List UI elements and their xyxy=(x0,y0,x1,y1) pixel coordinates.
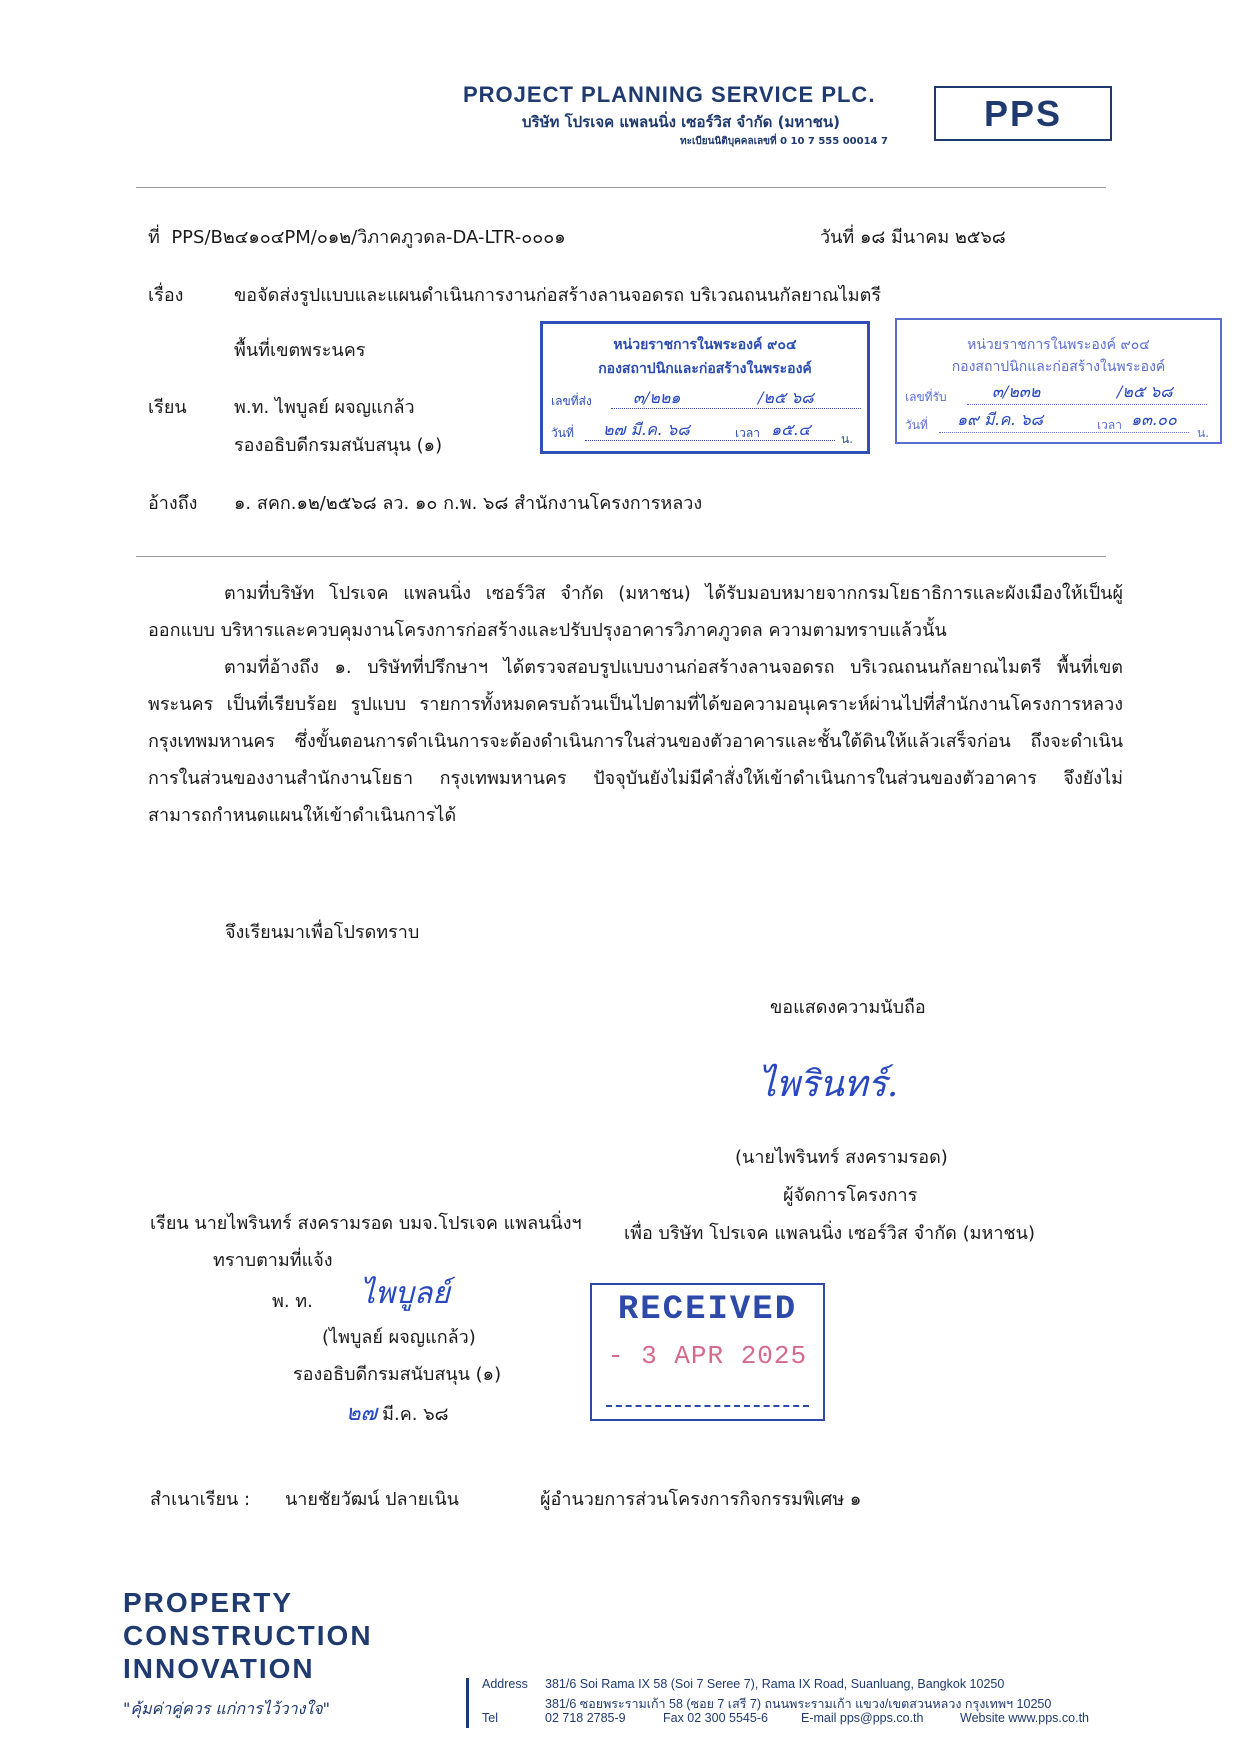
letter-date: วันที่ ๑๘ มีนาคม ๒๕๖๘ xyxy=(820,227,1006,248)
stamp-no-value: ๓/๒๓๒ xyxy=(992,382,1041,401)
stamp-date-value: ๑๙ มี.ค. ๖๘ xyxy=(957,410,1043,429)
subject-line-2: พื้นที่เขตพระนคร xyxy=(234,340,366,361)
body-paragraph-1: ตามที่บริษัท โปรเจค แพลนนิ่ง เซอร์วิส จำกัด (มหาชน) ได้รับมอบหมายจากกรมโยธาธิการและผังเมืองให้เป็นผู้ออกแบบ บริหารและควบคุมงานโครงการก่อสร้างและปรับปรุงอาคารวิภาคภูวดล ความตามทราบแล้วนั้น xyxy=(148,583,1123,641)
footer-fax: Fax 02 300 5545-6 xyxy=(663,1711,768,1725)
closing-line: จึงเรียนมาเพื่อโปรดทราบ xyxy=(225,922,420,943)
stamp-line-2: กองสถาปนิกและก่อสร้างในพระองค์ xyxy=(598,361,812,377)
endorsement-line-1: เรียน นายไพรินทร์ สงครามรอด บมจ.โปรเจค แพลนนิ่งฯ xyxy=(150,1213,582,1234)
dispatch-stamp xyxy=(540,321,870,454)
to-label: เรียน xyxy=(148,397,187,418)
received-stamp xyxy=(590,1283,825,1421)
stamp-time-value: ๑๓.๐๐ xyxy=(1131,410,1177,429)
stamp-date-label: วันที่ xyxy=(551,426,574,440)
refer-value: ๑. สคก.๑๒/๒๕๖๘ ลว. ๑๐ ก.พ. ๖๘ สำนักงานโครงการหลวง xyxy=(234,493,703,514)
sender-position: ผู้จัดการโครงการ xyxy=(783,1185,918,1206)
cc-label: สำเนาเรียน : xyxy=(150,1489,251,1510)
approver-position: รองอธิบดีกรมสนับสนุน (๑) xyxy=(293,1364,502,1385)
approver-date xyxy=(346,1395,449,1430)
subject-line-1: ขอจัดส่งรูปแบบและแผนดำเนินการงานก่อสร้างลานจอดรถ บริเวณถนนกัลยาณไมตรี xyxy=(234,285,882,306)
regards: ขอแสดงความนับถือ xyxy=(770,997,926,1018)
signature-approver: ไพบูลย์ xyxy=(360,1276,450,1311)
endorsement-line-2: ทราบตามที่แจ้ง xyxy=(213,1250,333,1271)
pps-logo: PPS xyxy=(934,86,1112,141)
cc-position: ผู้อำนวยการส่วนโครงการกิจกรรมพิเศษ ๑ xyxy=(540,1489,862,1510)
header-divider xyxy=(136,187,1106,188)
to-position: รองอธิบดีกรมสนับสนุน (๑) xyxy=(234,435,443,456)
body-divider xyxy=(136,556,1106,557)
footer-divider xyxy=(466,1678,469,1728)
footer-tel-label: Tel xyxy=(482,1711,498,1725)
receipt-stamp xyxy=(895,318,1222,444)
signature-sender: ไพรินทร์. xyxy=(758,1064,899,1105)
stamp-year-value: /๒๕ ๖๘ xyxy=(758,388,814,407)
approver-date-text: มี.ค. ๖๘ xyxy=(382,1404,449,1425)
stamp-time-label: เวลา xyxy=(735,426,760,440)
stamp-no-label: เลขที่รับ xyxy=(905,390,947,404)
company-name-th: บริษัท โปรเจค แพลนนิ่ง เซอร์วิส จำกัด (มหาชน) xyxy=(522,113,840,131)
stamp-date-value: ๒๗ มี.ค. ๖๘ xyxy=(603,420,690,439)
stamp-date-label: วันที่ xyxy=(905,418,928,432)
endorsement-rank: พ. ท. xyxy=(272,1291,313,1312)
footer-address-label: Address xyxy=(482,1677,528,1691)
received-date: - 3 APR 2025 xyxy=(607,1341,808,1371)
stamp-line-1: หน่วยราชการในพระองค์ ๙๐๔ xyxy=(613,337,797,353)
footer-tag-innovation: INNOVATION xyxy=(123,1653,315,1684)
footer-tag-construction: CONSTRUCTION xyxy=(123,1620,373,1651)
company-registration: ทะเบียนนิติบุคคลเลขที่ 0 10 7 555 00014 7 xyxy=(680,136,888,147)
body-paragraph-2: ตามที่อ้างถึง ๑. บริษัทที่ปรึกษาฯ ได้ตรวจสอบรูปแบบงานก่อสร้างลานจอดรถ บริเวณถนนกัลยาณไมตรี พื้นที่เขตพระนคร เป็นที่เรียบร้อย รูปแบบ รายการทั้งหมดครบถ้วนเป็นไปตามที่ได้ขอความอนุเคราะห์ผ่านไปที่สำนักงานโครงการหลวง กรุงเทพมหานคร ซึ่งขั้นตอนการดำเนินการจะต้องดำเนินการในส่วนของตัวอาคารและชั้นใต้ดินให้แล้วเสร็จก่อน ถึงจะดำเนินการในส่วนของงานสำนักงานโยธา กรุงเทพมหานคร ปัจจุบันยังไม่มีคำสั่งให้เข้าดำเนินการในส่วนของตัวอาคาร จึงยังไม่สามารถกำหนดแผนให้เข้าดำเนินการได้ xyxy=(148,657,1123,826)
stamp-line-2: กองสถาปนิกและก่อสร้างในพระองค์ xyxy=(951,359,1166,375)
stamp-year-value: /๒๕ ๖๘ xyxy=(1117,382,1173,401)
refer-label: อ้างถึง xyxy=(148,493,198,514)
footer-email: E-mail pps@pps.co.th xyxy=(801,1711,924,1725)
stamp-unit: น. xyxy=(1197,426,1210,440)
cc-name: นายชัยวัฒน์ ปลายเนิน xyxy=(285,1489,459,1510)
footer-website: Website www.pps.co.th xyxy=(960,1711,1089,1725)
footer-tel: 02 718 2785-9 xyxy=(545,1711,626,1725)
stamp-no-label: เลขที่ส่ง xyxy=(551,394,592,408)
stamp-line-1: หน่วยราชการในพระองค์ ๙๐๔ xyxy=(967,337,1150,353)
stamp-no-value: ๓/๒๒๑ xyxy=(633,388,681,407)
stamp-time-label: เวลา xyxy=(1097,418,1122,432)
subject-label: เรื่อง xyxy=(148,285,184,306)
sender-name: (นายไพรินทร์ สงครามรอด) xyxy=(735,1147,948,1168)
sender-company: เพื่อ บริษัท โปรเจค แพลนนิ่ง เซอร์วิส จำกัด (มหาชน) xyxy=(624,1223,1035,1244)
stamp-time-value: ๑๕.๔ xyxy=(771,420,811,439)
footer-address-th: 381/6 ซอยพระรามเก้า 58 (ซอย 7 เสรี 7) ถนนพระรามเก้า แขวง/เขตสวนหลวง กรุงเทพฯ 10250 xyxy=(545,1697,1052,1711)
footer-address-en: 381/6 Soi Rama IX 58 (Soi 7 Seree 7), Rama IX Road, Suanluang, Bangkok 10250 xyxy=(545,1677,1005,1691)
to-name: พ.ท. ไพบูลย์ ผจญแกล้ว xyxy=(234,397,415,418)
footer-tag-property: PROPERTY xyxy=(123,1587,294,1618)
footer-slogan: "คุ้มค่าคู่ควร แก่การไว้วางใจ" xyxy=(123,1699,330,1718)
stamp-unit: น. xyxy=(841,432,854,446)
approver-date-handwritten: ๒๗ xyxy=(346,1401,378,1426)
letter-body xyxy=(148,575,1123,834)
reference-number: ที่ PPS/B๒๔๑๐๔PM/๐๑๒/วิภาคภูวดล-DA-LTR-๐๐๐๑ xyxy=(148,227,566,248)
company-name-en: PROJECT PLANNING SERVICE PLC. xyxy=(463,82,876,107)
received-label: RECEIVED xyxy=(617,1291,798,1329)
approver-name: (ไพบูลย์ ผจญแกล้ว) xyxy=(322,1327,476,1348)
